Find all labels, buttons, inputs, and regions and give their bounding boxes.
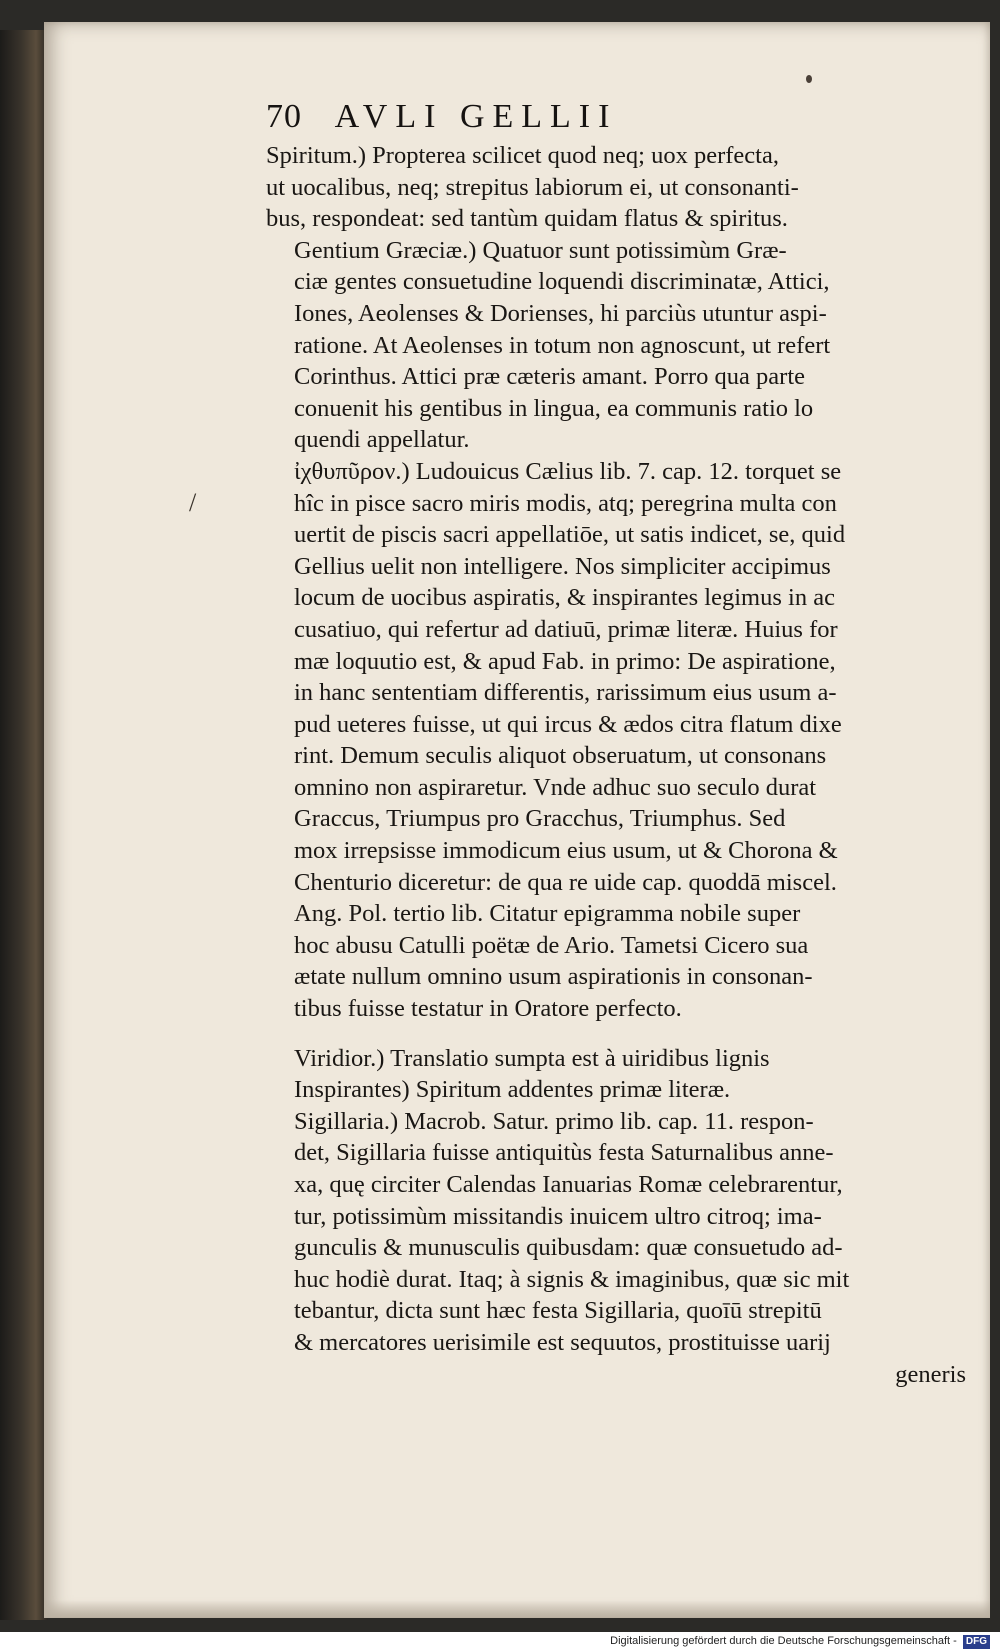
page-bottom-edge [44,1600,990,1618]
page-number: 70 [266,98,302,135]
text-line: Spiritum.) Propterea scilicet quod neq; uox perfecta, [266,142,779,169]
text-line: in hanc sententiam differentis, rarissimum eius usum a- [294,679,837,707]
paragraph [266,1106,966,1359]
text-line: Chenturio diceretur: de qua re uide cap. quoddā miscel. [294,868,837,896]
text-line: & mercatores uerisimile est sequutos, prostituisse uarij [294,1328,831,1356]
running-title: AVLI GELLII [334,98,618,135]
text-line: Sigillaria.) Macrob. Satur. primo lib. cap. 11. respon- [294,1107,814,1135]
text-line: ut uocalibus, neq; strepitus labiorum ei, ut consonanti- [266,173,799,201]
footer-credit [610,1632,990,1650]
paragraph [266,235,966,456]
catchword: generis [895,1360,966,1388]
text-line: Inspirantes) Spiritum addentes primæ literæ. [294,1076,731,1104]
paragraph [266,456,966,1025]
book-spine [0,30,48,1620]
text-line: pud ueteres fuisse, ut qui ircus & ædos citra flatum dixe [294,710,842,738]
text-line: Viridior.) Translatio sumpta est à uiridibus lignis [294,1044,770,1072]
text-line: omnino non aspiraretur. Vnde adhuc suo seculo durat [294,773,817,801]
text-line: rint. Demum seculis aliquot obseruatum, ut consonans [294,742,827,770]
text-line: Iones, Aeolenses & Dorienses, hi parciùs utuntur aspi- [294,299,827,327]
text-line: tur, potissimùm missitandis inuicem ultro citroq; ima- [294,1202,822,1230]
paragraph [266,140,966,235]
text-line: huc hodiè durat. Itaq; à signis & imaginibus, quæ sic mit [294,1265,850,1293]
text-line: mox irrepsisse immodicum eius usum, ut & Chorona & [294,837,838,865]
text-line: conuenit his gentibus in lingua, ea communis ratio lo [294,394,814,422]
text-line: cusatiuo, qui refertur ad datiuū, primæ literæ. Huius for [294,615,838,643]
footer-credit-text: Digitalisierung gefördert durch die Deutsche Forschungsgemeinschaft - [610,1635,957,1647]
text-line: ætate nullum omnino usum aspirationis in consonan- [294,963,813,991]
body-text [266,140,966,1390]
paragraph [266,1043,966,1106]
text-line: bus, respondeat: sed tantùm quidam flatus & spiritus. [266,205,788,233]
text-line: uertit de piscis sacri appellatiōe, ut satis indicet, se, quid [294,521,846,549]
text-line: ciæ gentes consuetudine loquendi discriminatæ, Attici, [294,268,830,296]
text-line: hîc in pisce sacro miris modis, atq; peregrina multa con [294,489,837,517]
text-line: Graccus, Triumpus pro Gracchus, Triumphus. Sed [294,805,786,833]
ink-speck [806,75,812,83]
text-line: xa, quę circiter Calendas Ianuarias Romæ celebrarentur, [294,1171,843,1198]
text-line: quendi appellatur. [294,426,470,454]
text-line: Gellius uelit non intelligere. Nos simpliciter accipimus [294,552,831,580]
running-head [266,98,796,144]
text-line: Gentium Græciæ.) Quatuor sunt potissimùm Græ- [294,236,787,264]
text-line: ἰχθυπῦρον.) Ludouicus Cælius lib. 7. cap. 12. torquet se [294,457,842,485]
text-line: locum de uocibus aspiratis, & inspirantes legimus in ac [294,584,835,612]
margin-mark: / [189,488,197,517]
text-line: det, Sigillaria fuisse antiquitùs festa Saturnalibus anne- [294,1139,834,1167]
text-line: mæ loquutio est, & apud Fab. in primo: De aspiratione, [294,647,836,675]
text-line: Corinthus. Attici præ cæteris amant. Porro qua parte [294,363,806,391]
text-line: gunculis & munusculis quibusdam: quæ consuetudo ad- [294,1234,843,1262]
text-line: ratione. At Aeolenses in totum non agnoscunt, ut refert [294,331,831,359]
text-line: tebantur, dicta sunt hæc festa Sigillaria, quoīū strepitū [294,1297,822,1325]
dfg-logo: DFG [963,1635,990,1649]
text-line: hoc abusu Catulli poëtæ de Ario. Tametsi Cicero sua [294,931,809,959]
text-line: tibus fuisse testatur in Oratore perfecto. [294,995,682,1023]
text-line: Ang. Pol. tertio lib. Citatur epigramma nobile super [294,900,801,928]
